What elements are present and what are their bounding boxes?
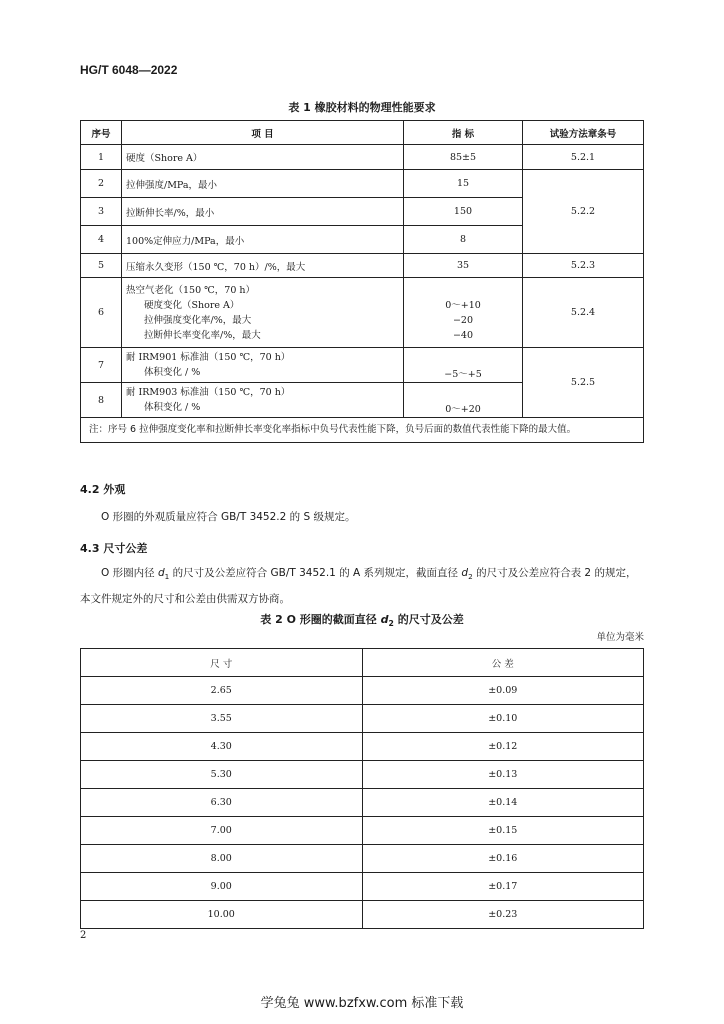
table-note-row <box>81 418 644 443</box>
size-cell: 5.30 <box>81 761 363 789</box>
row-item <box>122 383 404 418</box>
table-row <box>81 145 644 170</box>
row-value: 8 <box>404 226 523 254</box>
table-row <box>81 348 644 383</box>
table-row <box>81 873 644 901</box>
row-value: 35 <box>404 254 523 278</box>
row-value <box>404 278 523 348</box>
standard-code: HG/T 6048—2022 <box>80 63 178 77</box>
section-4-2-text: O 形圈的外观质量应符合 GB/T 3452.2 的 S 级规定。 <box>101 511 356 523</box>
page-number: 2 <box>80 930 87 941</box>
tolerance-cell: ±0.15 <box>362 817 644 845</box>
col-header-tolerance: 公 差 <box>362 649 644 677</box>
unit-label: 单位为毫米 <box>596 632 644 643</box>
row-method: 5.2.5 <box>523 348 644 418</box>
table-row <box>81 761 644 789</box>
row-no: 7 <box>81 348 122 383</box>
table-row <box>81 817 644 845</box>
tolerance-cell: ±0.17 <box>362 873 644 901</box>
row-value: 150 <box>404 198 523 226</box>
oil-901-sub: 体积变化 / % <box>144 367 201 378</box>
row-no: 4 <box>81 226 122 254</box>
row-item: 拉断伸长率/%，最小 <box>122 198 404 226</box>
table-row <box>81 677 644 705</box>
table2-caption: 表 2 O 形圈的截面直径 $d_2$ 的尺寸及公差 <box>260 613 464 629</box>
table-row <box>81 170 644 198</box>
cross-section-tolerance-table <box>80 648 644 929</box>
aging-sub-hardness: 硬度变化（Shore A） <box>144 299 240 311</box>
col-header-no: 序号 <box>81 121 122 145</box>
oil-901-title: 耐 IRM901 标准油（150 ℃，70 h） <box>126 352 291 363</box>
aging-value-elongation: −40 <box>452 329 474 341</box>
row-method: 5.2.4 <box>523 278 644 348</box>
row-value: 0～+20 <box>404 383 523 418</box>
table1-caption: 表 1 橡胶材料的物理性能要求 <box>288 101 436 114</box>
table-note: 注：序号 6 拉伸强度变化率和拉断伸长率变化率指标中负号代表性能下降，负号后面的数值代表性能下降的最大值。 <box>81 418 644 443</box>
row-value: 15 <box>404 170 523 198</box>
col-header-size: 尺 寸 <box>81 649 363 677</box>
aging-title: 热空气老化（150 ℃，70 h） <box>126 284 256 296</box>
aging-sub-elongation: 拉断伸长率变化率/%，最大 <box>144 329 261 341</box>
size-cell: 9.00 <box>81 873 363 901</box>
row-item: 硬度（Shore A） <box>122 145 404 170</box>
tolerance-cell: ±0.14 <box>362 789 644 817</box>
row-method: 5.2.3 <box>523 254 644 278</box>
row-method: 5.2.2 <box>523 170 644 254</box>
tolerance-cell: ±0.12 <box>362 733 644 761</box>
oil-903-title: 耐 IRM903 标准油（150 ℃，70 h） <box>126 387 291 398</box>
physical-properties-table <box>80 120 644 443</box>
size-cell: 2.65 <box>81 677 363 705</box>
row-no: 5 <box>81 254 122 278</box>
row-no: 2 <box>81 170 122 198</box>
size-cell: 3.55 <box>81 705 363 733</box>
size-cell: 10.00 <box>81 901 363 929</box>
table-row <box>81 789 644 817</box>
row-no: 6 <box>81 278 122 348</box>
row-item: 拉伸强度/MPa，最小 <box>122 170 404 198</box>
table-header-row <box>81 121 644 145</box>
size-cell: 6.30 <box>81 789 363 817</box>
table-row <box>81 733 644 761</box>
row-no: 3 <box>81 198 122 226</box>
section-4-2-heading: 4.2 外观 <box>80 483 126 496</box>
col-header-method: 试验方法章条号 <box>523 121 644 145</box>
aging-value-tensile: −20 <box>452 314 474 326</box>
row-item <box>122 278 404 348</box>
row-item: 压缩永久变形（150 ℃，70 h）/%，最大 <box>122 254 404 278</box>
tolerance-cell: ±0.13 <box>362 761 644 789</box>
table-row <box>81 845 644 873</box>
table-row <box>81 705 644 733</box>
size-cell: 8.00 <box>81 845 363 873</box>
footer-watermark: 学兔兔 www.bzfxw.com 标准下载 <box>260 996 464 1011</box>
row-no: 1 <box>81 145 122 170</box>
row-value: 85±5 <box>404 145 523 170</box>
col-header-value: 指 标 <box>404 121 523 145</box>
tolerance-cell: ±0.09 <box>362 677 644 705</box>
size-cell: 7.00 <box>81 817 363 845</box>
section-4-3-heading: 4.3 尺寸公差 <box>80 542 148 555</box>
table-row <box>81 901 644 929</box>
oil-903-sub: 体积变化 / % <box>144 402 201 413</box>
size-cell: 4.30 <box>81 733 363 761</box>
table-row <box>81 278 644 348</box>
tolerance-cell: ±0.10 <box>362 705 644 733</box>
aging-value-hardness: 0～+10 <box>445 299 481 311</box>
row-item: 100%定伸应力/MPa，最小 <box>122 226 404 254</box>
table-row <box>81 254 644 278</box>
row-method: 5.2.1 <box>523 145 644 170</box>
col-header-item: 项 目 <box>122 121 404 145</box>
tolerance-cell: ±0.16 <box>362 845 644 873</box>
section-4-3-text: O 形圈内径 $d_1$ 的尺寸及公差应符合 GB/T 3452.1 的 A 系列规定，截面直径 $d_2$ 的尺寸及公差应符合表 2 的规定，本文件规定外的尺寸和公差由供需双方协商。 <box>80 567 637 606</box>
aging-sub-tensile: 拉伸强度变化率/%，最大 <box>144 314 252 326</box>
row-value: −5～+5 <box>404 348 523 383</box>
table-header-row <box>81 649 644 677</box>
row-no: 8 <box>81 383 122 418</box>
row-item <box>122 348 404 383</box>
tolerance-cell: ±0.23 <box>362 901 644 929</box>
